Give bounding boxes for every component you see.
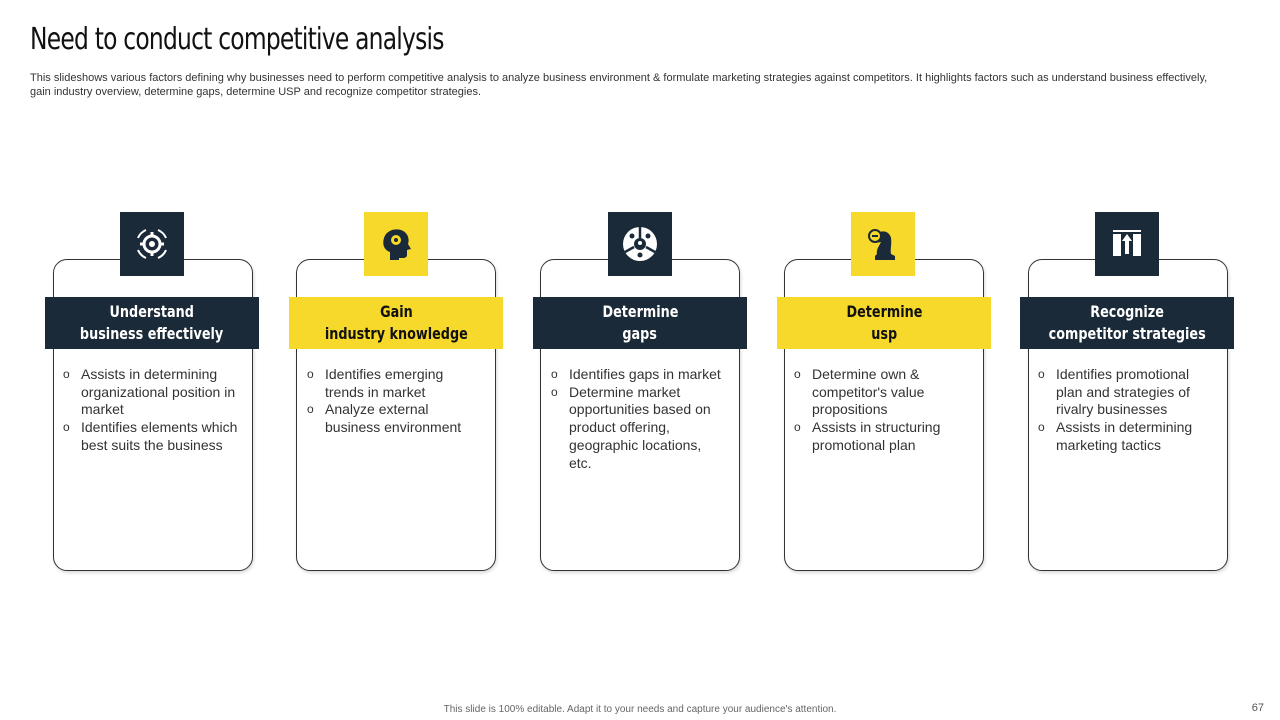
list-item: o Assists in determining organizational position in market [63, 366, 238, 419]
bullet-list [63, 366, 238, 455]
strategy-arrows-icon [1095, 212, 1159, 276]
list-item: o Identifies promotional plan and strategies of rivalry businesses [1038, 366, 1213, 419]
list-item: o Determine market opportunities based on product offering, geographic locations, etc. [551, 384, 726, 473]
head-knowledge-icon [364, 212, 428, 276]
card-heading: Determine gaps [533, 297, 747, 349]
bullet-list [794, 366, 969, 455]
market-gap-circle-icon [608, 212, 672, 276]
gears-cycle-icon [120, 212, 184, 276]
list-item: o Identifies elements which best suits the business [63, 419, 238, 454]
card-heading: Determine usp [777, 297, 991, 349]
list-item: o Determine own & competitor's value propositions [794, 366, 969, 419]
list-item: o Analyze external business environment [307, 401, 482, 436]
page-number: 67 [1251, 702, 1264, 714]
card-heading: Recognize competitor strategies [1020, 297, 1234, 349]
page-subtitle: This slideshows various factors defining why businesses need to perform competitive analysis to analyze business environment & formulate marketing strategies against competitors. It highlights factors such as understand business effectively, gain industry overview, determine gaps, determine USP and recognize competitor strategies. [30, 72, 1208, 98]
card-heading: Gain industry knowledge [289, 297, 503, 349]
list-item: o Assists in determining marketing tactics [1038, 419, 1213, 454]
list-item: o Assists in structuring promotional plan [794, 419, 969, 454]
page-title: Need to conduct competitive analysis [30, 22, 444, 57]
bullet-list [1038, 366, 1213, 455]
footer-note: This slide is 100% editable. Adapt it to your needs and capture your audience's attention. [443, 704, 837, 715]
list-item: o Identifies emerging trends in market [307, 366, 482, 401]
card-heading: Understand business effectively [45, 297, 259, 349]
bullet-list [307, 366, 482, 437]
bullet-list [551, 366, 726, 472]
list-item: o Identifies gaps in market [551, 366, 726, 384]
chess-knight-icon [851, 212, 915, 276]
